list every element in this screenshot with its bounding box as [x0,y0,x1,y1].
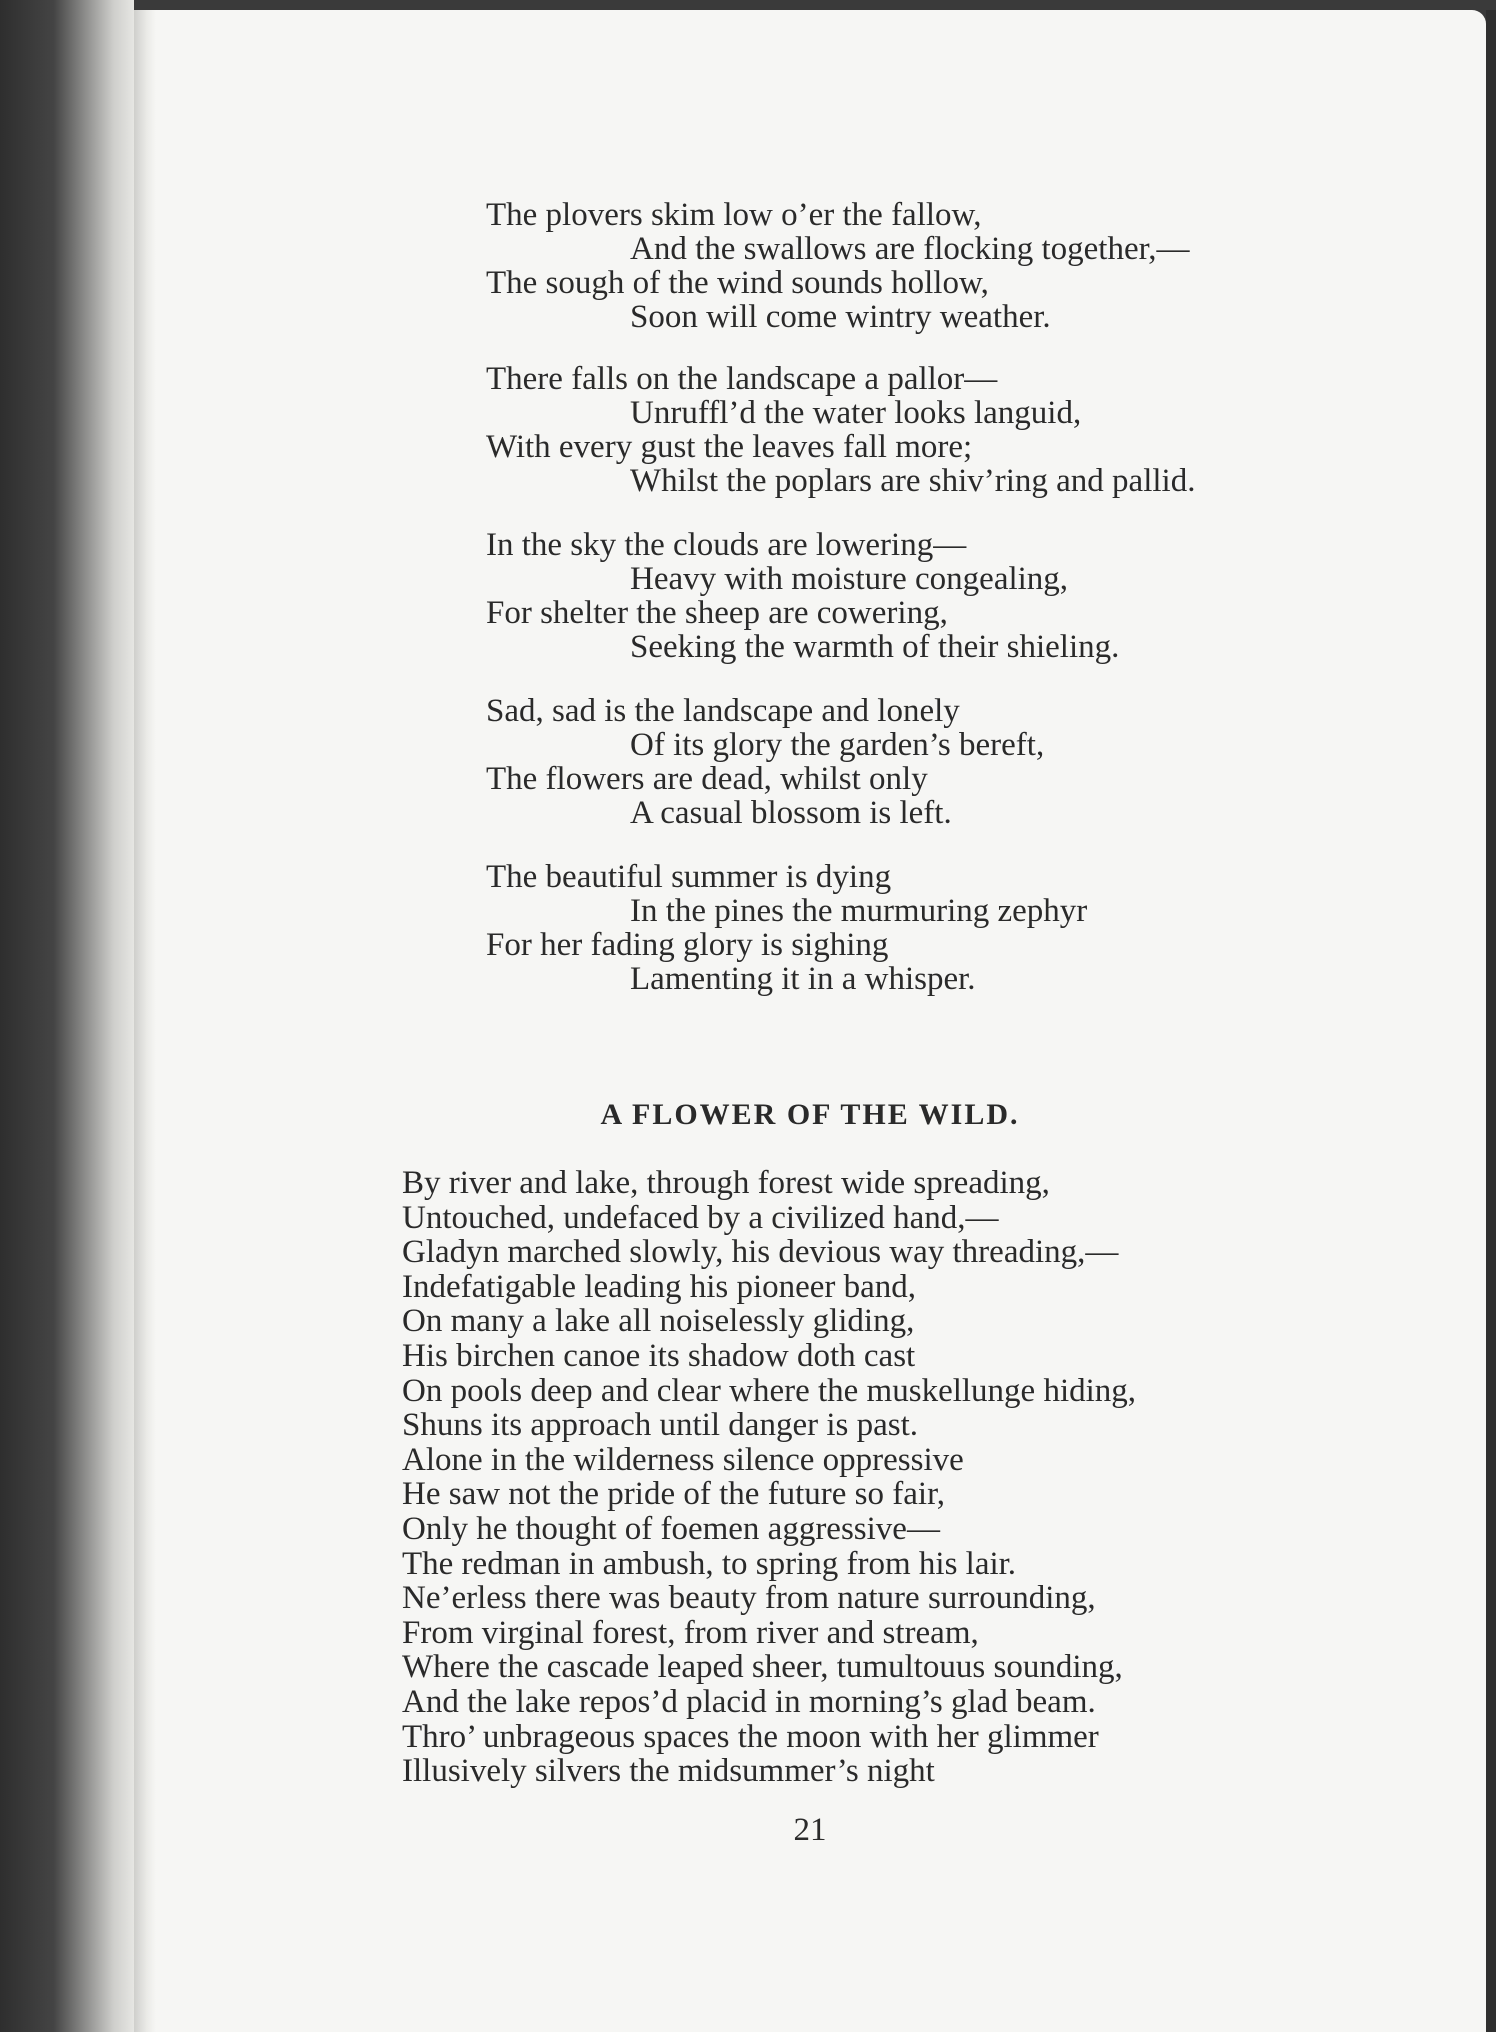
poem1-stanza-1 [486,198,1336,334]
poem-line: Alone in the wilderness silence oppressive [402,1441,964,1478]
poem-line: Heavy with moisture congealing, [630,561,1069,597]
poem-line: Soon will come wintry weather. [630,299,1051,335]
poem-line: Illusively silvers the midsummer’s night [402,1753,935,1790]
poem-line: For shelter the sheep are cowering, [486,595,948,631]
poem-line: Whilst the poplars are shiv’ring and pallid. [630,463,1196,499]
poem-line: Only he thought of foemen aggressive— [402,1510,940,1547]
poem-line: By river and lake, through forest wide spreading, [402,1165,1050,1201]
poem-line: His birchen canoe its shadow doth cast [402,1337,916,1374]
poem-line: Unruffl’d the water looks languid, [630,395,1082,431]
poem2-body [402,1166,1402,1789]
poem-line: There falls on the landscape a pallor— [486,361,998,397]
poem-line: Ne’erless there was beauty from nature surrounding, [402,1580,1096,1617]
poem1-stanza-4 [486,694,1336,830]
poem-line: With every gust the leaves fall more; [486,429,973,465]
poem-line: Untouched, undefaced by a civilized hand,— [402,1199,999,1236]
poem-line: The sough of the wind sounds hollow, [486,265,989,301]
poem1-stanza-5 [486,860,1336,996]
poem-line: Of its glory the garden’s bereft, [630,727,1045,763]
poem-line: Thro’ unbrageous spaces the moon with her glimmer [402,1718,1099,1755]
poem-line: Shuns its approach until danger is past. [402,1407,919,1444]
poem2-title: A FLOWER OF THE WILD. [600,1098,1020,1131]
page-right-edge [1486,10,1496,2032]
poem-line: And the swallows are flocking together,— [630,231,1190,267]
poem-line: The beautiful summer is dying [486,859,892,895]
poem-line: In the sky the clouds are lowering— [486,527,967,563]
poem-line: On many a lake all noiselessly gliding, [402,1303,915,1340]
page-spine-shadow [134,10,156,2032]
poem-line: A casual blossom is left. [630,795,952,831]
poem-line: For her fading glory is sighing [486,927,889,963]
poem-line: From virginal forest, from river and stream, [402,1614,979,1651]
poem-line: He saw not the pride of the future so fair, [402,1476,946,1513]
poem-line: And the lake repos’d placid in morning’s glad beam. [402,1683,1096,1720]
poem-line: The flowers are dead, whilst only [486,761,928,797]
poem-line: On pools deep and clear where the muskellunge hiding, [402,1372,1137,1409]
poem-line: Indefatigable leading his pioneer band, [402,1268,917,1305]
poem-line: The plovers skim low o’er the fallow, [486,197,982,233]
poem1-stanza-2 [486,362,1336,498]
poem-line: Lamenting it in a whisper. [630,961,976,997]
page-number: 21 [793,1812,827,1848]
book-gutter [0,0,134,2032]
poem-line: Seeking the warmth of their shieling. [630,629,1120,665]
poem-line: Gladyn marched slowly, his devious way threading,— [402,1234,1119,1271]
poem-line: In the pines the murmuring zephyr [630,893,1088,929]
poem1-stanza-3 [486,528,1336,664]
poem-line: The redman in ambush, to spring from his lair. [402,1545,1017,1582]
poem-line: Sad, sad is the landscape and lonely [486,693,960,729]
poem-line: Where the cascade leaped sheer, tumultouus sounding, [402,1649,1123,1686]
